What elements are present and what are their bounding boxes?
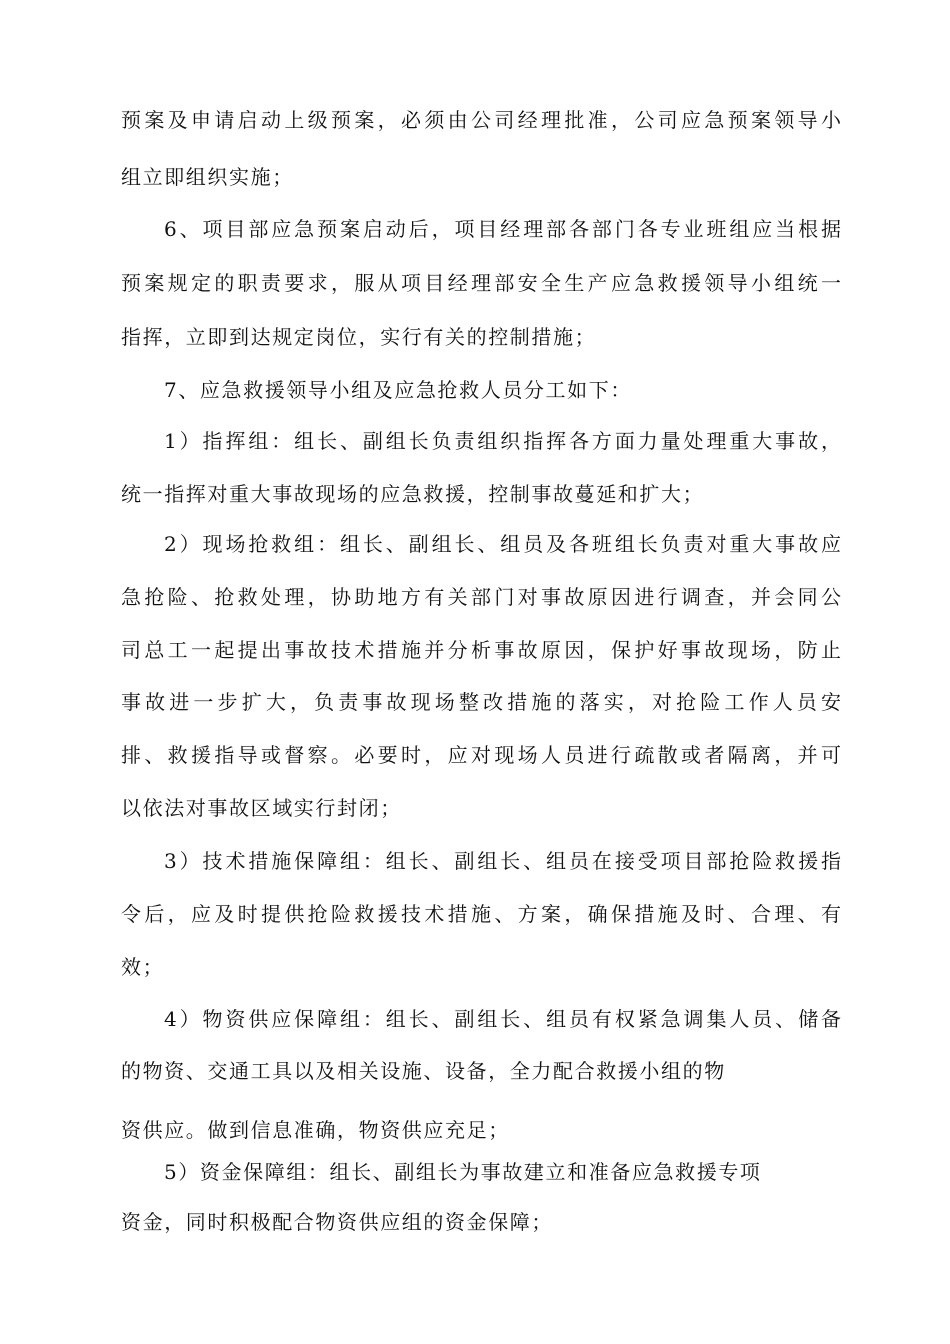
text-line: 7、应急救援领导小组及应急抢救人员分工如下： (164, 378, 632, 402)
text-line: 事故进一步扩大，负责事故现场整改措施的落实，对抢险工作人员安 (121, 690, 841, 714)
text-line: 预案规定的职责要求，服从项目经理部安全生产应急救援领导小组统一 (121, 271, 841, 295)
text-line: 排、救援指导或督察。必要时，应对现场人员进行疏散或者隔离，并可 (121, 743, 841, 767)
text-line: 2）现场抢救组：组长、副组长、组员及各班组长负责对重大事故应 (164, 532, 841, 556)
text-line: 司总工一起提出事故技术措施并分析事故原因，保护好事故现场，防止 (121, 638, 841, 662)
text-line: 4）物资供应保障组：组长、副组长、组员有权紧急调集人员、储备 (164, 1007, 841, 1031)
text-line: 令后，应及时提供抢险救援技术措施、方案，确保措施及时、合理、有 (121, 902, 841, 926)
text-line: 统一指挥对重大事故现场的应急救援，控制事故蔓延和扩大； (121, 482, 705, 506)
text-line: 资供应。做到信息准确，物资供应充足； (121, 1118, 510, 1142)
text-line: 6、项目部应急预案启动后，项目经理部各部门各专业班组应当根据 (164, 217, 841, 241)
text-line: 1）指挥组：组长、副组长负责组织指挥各方面力量处理重大事故， (164, 429, 841, 453)
text-line: 的物资、交通工具以及相关设施、设备，全力配合救援小组的物 (121, 1059, 726, 1083)
text-line: 以依法对事故区域实行封闭； (121, 796, 402, 820)
text-line: 预案及申请启动上级预案，必须由公司经理批准，公司应急预案领导小 (121, 108, 841, 132)
text-line: 资金，同时积极配合物资供应组的资金保障； (121, 1210, 553, 1234)
text-line: 效； (121, 955, 165, 979)
text-line: 指挥，立即到达规定岗位，实行有关的控制措施； (121, 325, 597, 349)
text-line: 5）资金保障组：组长、副组长为事故建立和准备应急救援专项 (164, 1160, 762, 1184)
text-line: 急抢险、抢救处理，协助地方有关部门对事故原因进行调查，并会同公 (121, 585, 841, 609)
text-line: 3）技术措施保障组：组长、副组长、组员在接受项目部抢险救援指 (164, 849, 841, 873)
text-line: 组立即组织实施； (121, 165, 294, 189)
